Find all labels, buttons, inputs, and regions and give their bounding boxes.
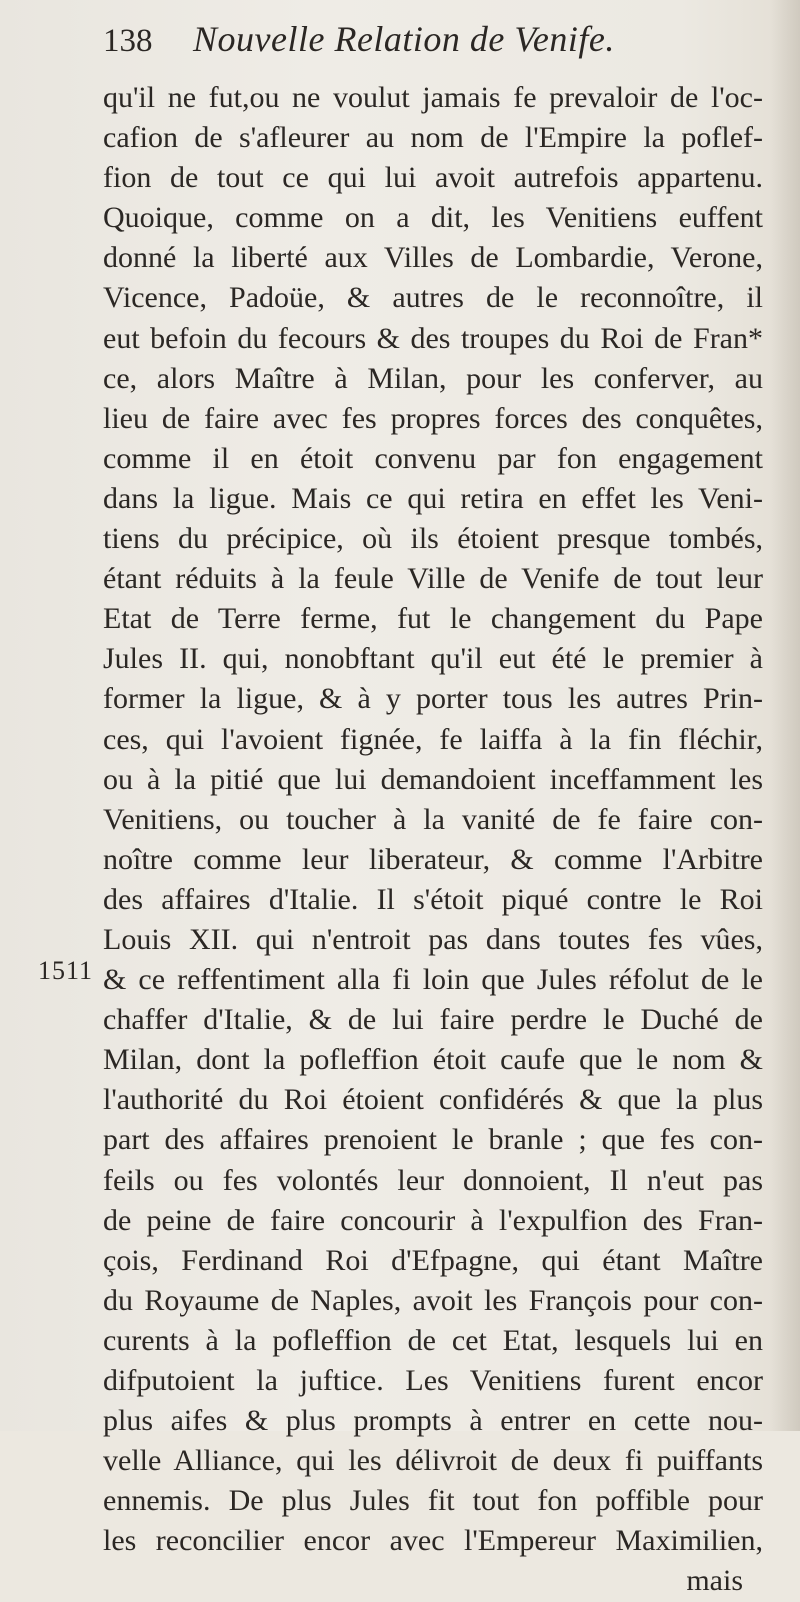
text-line: les reconcilier encor avec l'Empereur Maximilien,	[103, 1524, 763, 1558]
text-line: ce, alors Maître à Milan, pour les conferver, au	[103, 361, 763, 395]
text-line: de peine de faire concourir à l'expulfion des Fran-	[103, 1203, 763, 1237]
text-line: Jules II. qui, nonobftant qu'il eut été le premier à	[103, 642, 763, 676]
text-line: curents à la pofleffion de cet Etat, lesquels lui en	[103, 1323, 763, 1357]
text-line: dans la ligue. Mais ce qui retira en effet les Veni-	[103, 481, 763, 515]
text-line: fion de tout ce qui lui avoit autrefois appartenu.	[103, 161, 763, 195]
text-line: étant réduits à la feule Ville de Venife de tout leur	[103, 562, 763, 596]
text-line: velle Alliance, qui les délivroit de deux fi puiffants	[103, 1444, 763, 1478]
text-line: ennemis. De plus Jules fit tout fon poffible pour	[103, 1484, 763, 1518]
page-edge-shadow	[770, 0, 800, 1431]
text-line: Vicence, Padoüe, & autres de le reconnoître, il	[103, 281, 763, 315]
text-line: l'authorité du Roi étoient confidérés & que la plus	[103, 1083, 763, 1117]
text-line: lieu de faire avec fes propres forces des conquêtes,	[103, 401, 763, 435]
text-line: plus aifes & plus prompts à entrer en cette nou-	[103, 1404, 763, 1438]
text-line: former la ligue, & à y porter tous les autres Prin-	[103, 682, 763, 716]
text-line: comme il en étoit convenu par fon engagement	[103, 441, 763, 475]
running-title: Nouvelle Relation de Venife.	[193, 19, 615, 59]
text-line: noître comme leur liberateur, & comme l'Arbitre	[103, 842, 763, 876]
text-line: du Royaume de Naples, avoit les François pour con-	[103, 1283, 763, 1317]
page-number: 138	[103, 23, 153, 59]
text-line: part des affaires prenoient le branle ; que fes con-	[103, 1123, 763, 1157]
text-line: cafion de s'afleurer au nom de l'Empire la poflef-	[103, 121, 763, 155]
text-line: Milan, dont la pofleffion étoit caufe que le nom &	[103, 1043, 763, 1077]
page-header	[103, 18, 743, 74]
text-line: qu'il ne fut,ou ne voulut jamais fe prevaloir de l'oc-	[103, 81, 763, 114]
text-line: Louis XII. qui n'entroit pas dans toutes fes vûes,	[103, 922, 763, 956]
text-line: chaffer d'Italie, & de lui faire perdre le Duché de	[103, 1003, 763, 1037]
text-line: donné la liberté aux Villes de Lombardie, Verone,	[103, 241, 763, 275]
text-line: feils ou fes volontés leur donnoient, Il n'eut pas	[103, 1163, 763, 1197]
text-line: difputoient la juftice. Les Venitiens furent encor	[103, 1364, 763, 1397]
text-line: des affaires d'Italie. Il s'étoit piqué contre le Roi	[103, 882, 763, 916]
body-text	[103, 78, 763, 1602]
text-line: ces, qui l'avoient fignée, fe laiffa à la fin fléchir,	[103, 722, 763, 756]
text-line: eut befoin du fecours & des troupes du Roi de Fran*	[103, 321, 763, 355]
text-line: Quoique, comme on a dit, les Venitiens euffent	[103, 201, 763, 235]
catchword: mais	[686, 1564, 743, 1598]
text-line: Venitiens, ou toucher à la vanité de fe faire con-	[103, 802, 763, 836]
margin-year-note: 1511	[38, 956, 94, 985]
text-line: tiens du précipice, où ils étoient presque tombés,	[103, 522, 763, 556]
text-line: çois, Ferdinand Roi d'Efpagne, qui étant Maître	[103, 1243, 763, 1277]
text-line: & ce reffentiment alla fi loin que Jules réfolut de le	[103, 963, 763, 997]
text-line: ou à la pitié que lui demandoient inceffamment les	[103, 762, 763, 796]
text-line: Etat de Terre ferme, fut le changement du Pape	[103, 602, 763, 636]
